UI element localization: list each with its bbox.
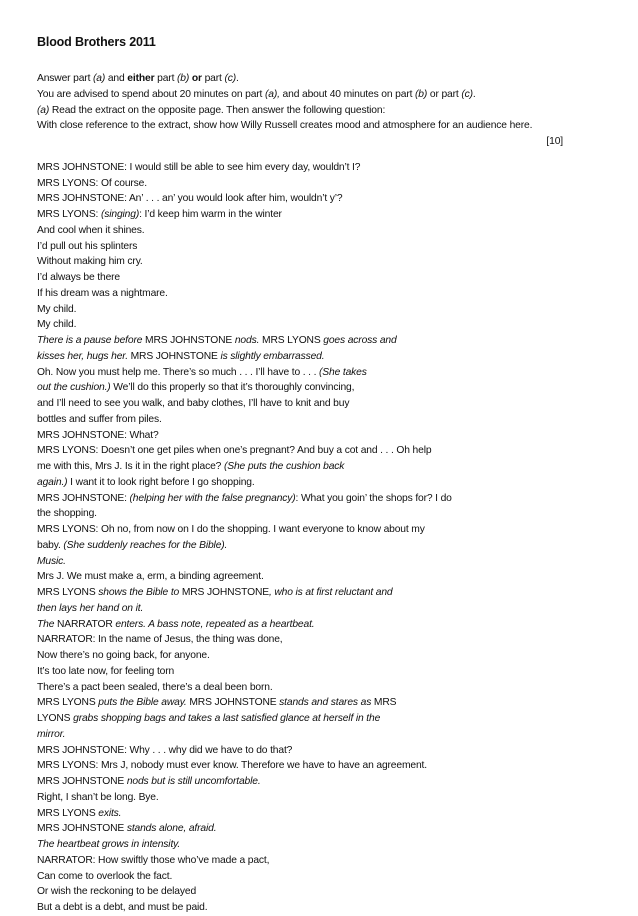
script-line: [37, 695, 603, 711]
text-run: MRS: [373, 697, 397, 709]
italic-text: (b): [415, 88, 428, 100]
italic-text: out the cushion.): [37, 382, 111, 394]
italic-text: , who is at first reluctant and: [268, 587, 393, 598]
text-run: MRS LYONS: [37, 587, 96, 598]
text-run: Can come to overlook the fact.: [37, 870, 173, 882]
text-run: Or wish the reckoning to be delayed: [37, 886, 197, 898]
italic-text: (c): [224, 73, 237, 84]
script-line: [37, 632, 603, 648]
script-line: [37, 459, 603, 475]
script-line: [37, 869, 603, 885]
exam-page: [37, 34, 603, 916]
script-line: [37, 506, 603, 522]
text-run: : What you goin’ the shops for? I do: [295, 492, 452, 504]
script-line: [37, 333, 603, 349]
italic-text: (She puts the cushion back: [223, 461, 345, 472]
script-line: [37, 821, 603, 837]
script-line: [37, 412, 603, 428]
text-run: NARRATOR: How swiftly those who’ve made a pact,: [37, 854, 270, 866]
script-line: [37, 286, 603, 302]
text-run: MRS LYONS:: [37, 209, 101, 220]
text-run: bottles and suffer from piles.: [37, 413, 162, 425]
script-line: [37, 475, 603, 491]
script-line: [37, 443, 603, 459]
text-run: Read the extract on the opposite page. Then answer the following question:: [49, 104, 386, 116]
italic-text: (singing): [100, 209, 140, 220]
italic-text: stands and stares as: [276, 697, 374, 709]
script-line: [37, 727, 603, 743]
instruction-line: [37, 103, 603, 119]
italic-text: (She suddenly reaches for the Bible).: [63, 539, 228, 551]
script-line: [37, 254, 603, 270]
text-run: and: [105, 73, 128, 84]
script-line: [37, 853, 603, 869]
text-run: Right, I shan’t be long. Bye.: [37, 791, 159, 803]
text-run: me with this, Mrs J. Is it in the right place?: [37, 461, 224, 472]
text-run: : I’d keep him warm in the winter: [139, 209, 282, 220]
text-run: Answer part: [37, 73, 93, 84]
text-run: MRS JOHNSTONE:: [37, 492, 130, 504]
script-line: [37, 774, 603, 790]
script-line: [37, 365, 603, 381]
marks-label: [10]: [546, 136, 563, 147]
text-run: NARRATOR: In the name of Jesus, the thing was done,: [37, 634, 283, 646]
text-run: or part: [427, 88, 462, 100]
text-run: There’s a pact been sealed, there’s a deal been born.: [37, 681, 273, 693]
text-run: My child.: [37, 319, 77, 331]
text-run: MRS JOHNSTONE: [37, 823, 125, 835]
script-line: [37, 758, 603, 774]
section-gap: [37, 150, 603, 160]
script-line: [37, 428, 603, 444]
italic-text: (a),: [264, 88, 280, 100]
text-run: the shopping.: [37, 508, 97, 520]
instructions-block: [37, 71, 603, 134]
script-line: [37, 585, 603, 601]
script-line: [37, 239, 603, 255]
italic-text: exits.: [95, 807, 122, 819]
text-run: MRS JOHNSTONE: Why . . . why did we have to do that?: [37, 744, 293, 756]
script-line: [37, 837, 603, 853]
text-run: LYONS: [37, 713, 71, 724]
text-run: part: [201, 73, 225, 84]
italic-text: nods but is still uncomfortable.: [124, 776, 261, 787]
script-line: [37, 680, 603, 696]
script-line: [37, 790, 603, 806]
italic-text: kisses her, hugs her.: [37, 350, 131, 362]
text-run: MRS LYONS: [37, 807, 96, 819]
italic-text: shows the Bible to: [95, 587, 182, 598]
italic-text: again.): [37, 476, 68, 488]
script-line: [37, 349, 603, 365]
text-run: I’d always be there: [37, 272, 121, 283]
text-run: Without making him cry.: [37, 256, 143, 268]
italic-text: puts the Bible away.: [95, 697, 190, 709]
instruction-line: [37, 71, 603, 87]
script-line: [37, 554, 603, 570]
text-run: MRS LYONS: Oh no, from now on I do the shopping. I want everyone to know about my: [37, 524, 425, 535]
text-run: MRS LYONS: Of course.: [37, 177, 147, 189]
text-run: NARRATOR: [57, 618, 113, 630]
text-run: MRS JOHNSTONE: [130, 350, 218, 362]
text-run: If his dream was a nightmare.: [37, 287, 168, 299]
italic-text: Music.: [37, 555, 66, 567]
italic-text: The: [37, 618, 58, 630]
italic-text: The heartbeat grows in intensity.: [37, 839, 181, 850]
italic-text: (She takes: [319, 366, 367, 378]
script-line: [37, 317, 603, 333]
text-run: Now there’s no going back, for anyone.: [37, 650, 210, 661]
italic-text: stands alone, afraid.: [124, 823, 217, 835]
italic-text: enters. A bass note, repeated as a heartbeat.: [112, 618, 315, 630]
text-run: And cool when it shines.: [37, 224, 145, 236]
text-run: MRS LYONS: Doesn’t one get piles when one’s pregnant? And buy a cot and . . . Oh help: [37, 445, 432, 457]
text-run: .: [472, 88, 476, 100]
bold-text: or: [191, 73, 202, 84]
text-run: MRS JOHNSTONE: An’ . . . an’ you would look after him, wouldn’t y’?: [37, 193, 343, 205]
script-line: [37, 601, 603, 617]
italic-text: (c): [461, 88, 473, 100]
text-run: With close reference to the extract, show how Willy Russell creates mood and atmosphere for an audience here.: [37, 120, 533, 132]
script-line: [37, 569, 603, 585]
script-line: [37, 806, 603, 822]
script-line: [37, 191, 603, 207]
italic-text: (b): [177, 73, 190, 84]
text-run: MRS JOHNSTONE: What?: [37, 429, 159, 441]
text-run: MRS LYONS: [37, 697, 96, 709]
text-run: I want it to look right before I go shopping.: [67, 476, 255, 488]
italic-text: There is a pause before: [37, 335, 146, 346]
script-line: [37, 538, 603, 554]
italic-text: grabs shopping bags and takes a last satisfied glance at herself in the: [70, 713, 381, 724]
text-run: MRS JOHNSTONE: I would still be able to see him every day, wouldn’t I?: [37, 161, 361, 173]
script-line: [37, 664, 603, 680]
italic-text: goes across and: [320, 335, 397, 346]
script-line: [37, 380, 603, 396]
italic-text: (a): [37, 104, 50, 116]
italic-text: (helping her with the false pregnancy): [129, 492, 296, 504]
text-run: I’d pull out his splinters: [37, 240, 138, 252]
script-line: [37, 491, 603, 507]
script-line: [37, 207, 603, 223]
text-run: MRS LYONS: Mrs J, nobody must ever know. Therefore we have to have an agreement.: [37, 760, 427, 772]
text-run: We’ll do this properly so that it’s thoroughly convincing,: [110, 382, 355, 394]
italic-text: is slightly embarrassed.: [217, 350, 325, 362]
script-line: [37, 176, 603, 192]
script-line: [37, 617, 603, 633]
text-run: and about 40 minutes on part: [279, 88, 416, 100]
script-line: [37, 223, 603, 239]
text-run: part: [154, 73, 178, 84]
text-run: MRS JOHNSTONE: [189, 697, 277, 709]
script-line: [37, 522, 603, 538]
text-run: My child.: [37, 303, 77, 315]
script-line: [37, 743, 603, 759]
text-run: baby.: [37, 539, 64, 551]
script-line: [37, 396, 603, 412]
text-run: MRS JOHNSTONE: [181, 587, 269, 598]
text-run: MRS JOHNSTONE: [37, 776, 125, 787]
script-line: [37, 160, 603, 176]
bold-text: either: [127, 73, 155, 84]
text-run: Oh. Now you must help me. There’s so much . . . I’ll have to . . .: [37, 366, 320, 378]
instruction-line: [37, 118, 603, 134]
italic-text: then lays her hand on it.: [37, 602, 144, 614]
instruction-line: [37, 87, 603, 103]
italic-text: (a): [93, 73, 106, 84]
text-run: MRS LYONS: [262, 335, 321, 346]
text-run: Mrs J. We must make a, erm, a binding agreement.: [37, 571, 264, 583]
text-run: It’s too late now, for feeling torn: [37, 665, 175, 677]
script-line: [37, 270, 603, 286]
text-run: MRS JOHNSTONE: [145, 335, 233, 346]
text-run: You are advised to spend about 20 minutes on part: [37, 88, 265, 100]
script-line: [37, 711, 603, 727]
play-extract: [37, 160, 603, 916]
italic-text: nods.: [232, 335, 263, 346]
script-line: [37, 648, 603, 664]
script-line: [37, 884, 603, 900]
text-run: and I’ll need to see you walk, and baby clothes, I’ll have to knit and buy: [37, 398, 350, 409]
page-title: Blood Brothers 2011: [37, 35, 156, 49]
script-line: [37, 302, 603, 318]
text-run: But a debt is a debt, and must be paid.: [37, 902, 208, 913]
italic-text: mirror.: [37, 728, 66, 740]
script-line: [37, 900, 603, 916]
text-run: .: [236, 73, 239, 84]
